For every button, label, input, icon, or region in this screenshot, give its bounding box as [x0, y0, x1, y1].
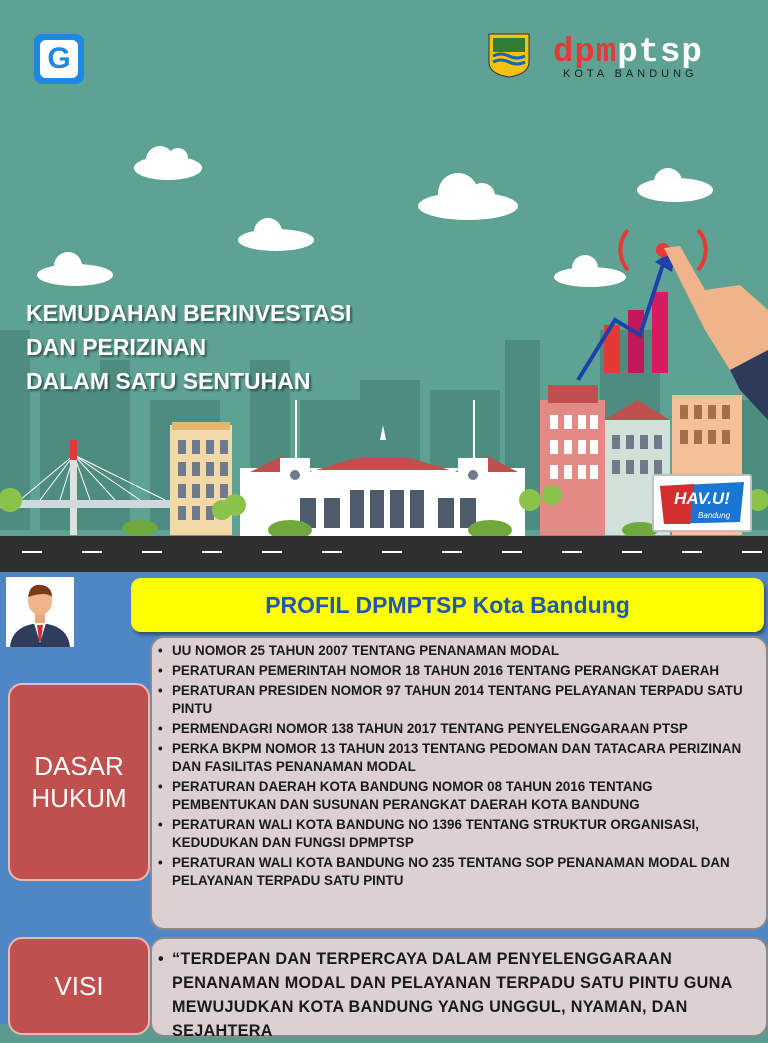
- businessman-icon: [6, 577, 74, 647]
- list-item: • PERATURAN DAERAH KOTA BANDUNG NOMOR 08 TAHUN 2016 TENTANG PEMBENTUKAN DAN SUSUNAN PERANGKAT DAERAH KOTA BANDUNG: [158, 778, 756, 814]
- list-item: • PERATURAN WALI KOTA BANDUNG NO 1396 TENTANG STRUKTUR ORGANISASI, KEDUDUKAN DAN FUNGSI DPMPTSP: [158, 816, 756, 852]
- dpmptsp-logo: [553, 36, 713, 80]
- list-item: • PERATURAN PRESIDEN NOMOR 97 TAHUN 2014 TENTANG PELAYANAN TERPADU SATU PINTU: [158, 682, 756, 718]
- visi-list: [152, 939, 766, 1043]
- list-item: • PERATURAN PEMERINTAH NOMOR 18 TAHUN 2016 TENTANG PERANGKAT DAERAH: [158, 662, 756, 680]
- city-crest-icon: [487, 32, 531, 78]
- profile-title-banner: [131, 578, 764, 632]
- growth-chart-icon: [578, 230, 706, 380]
- headline-line-3: DALAM SATU SENTUHAN: [26, 368, 311, 394]
- list-item: • PERKA BKPM NOMOR 13 TAHUN 2013 TENTANG PEDOMAN DAN TATACARA PERIZINAN DAN FASILITAS PENANAMAN MODAL: [158, 740, 756, 776]
- brand-white-text: ptsp: [617, 34, 703, 72]
- dasar-hukum-list: [152, 638, 766, 890]
- g-logo-letter: G: [40, 40, 78, 78]
- dasar-hukum-panel: [150, 636, 768, 930]
- headline-line-2: DAN PERIZINAN: [26, 334, 207, 360]
- dasar-hukum-label-text: DASAR HUKUM: [31, 751, 127, 813]
- headline-line-1: KEMUDAHAN BERINVESTASI: [26, 300, 352, 326]
- visi-label-text: VISI: [54, 971, 104, 1001]
- list-item: • “TERDEPAN DAN TERPERCAYA DALAM PENYELENGGARAAN PENANAMAN MODAL DAN PELAYANAN TERPADU SATU PINTU GUNA MEWUJUDKAN KOTA BANDUNG YANG UNGGUL, NYAMAN, DAN SEJAHTERA: [158, 947, 756, 1043]
- visi-panel: [150, 937, 768, 1040]
- avatar: [6, 577, 74, 647]
- profile-title: PROFIL DPMPTSP Kota Bandung: [265, 591, 630, 618]
- brand-subtitle: KOTA BANDUNG: [563, 68, 698, 80]
- g-app-logo: [34, 34, 84, 84]
- list-item: • PERATURAN WALI KOTA BANDUNG NO 235 TENTANG SOP PENANAMAN MODAL DAN PELAYANAN TERPADU SATU PINTU: [158, 854, 756, 890]
- list-item: • UU NOMOR 25 TAHUN 2007 TENTANG PENANAMAN MODAL: [158, 642, 756, 660]
- hero-headline: [26, 296, 351, 398]
- havu-badge: [652, 474, 752, 532]
- havu-badge-text: HAV.U!: [674, 489, 730, 508]
- havu-badge-subtext: Bandung: [697, 511, 731, 520]
- hand-icon: [664, 246, 768, 420]
- brand-red-text: dpm: [553, 34, 618, 72]
- visi-label: [8, 937, 150, 1035]
- dasar-hukum-label: [8, 683, 150, 881]
- list-item: • PERMENDAGRI NOMOR 138 TAHUN 2017 TENTANG PENYELENGGARAAN PTSP: [158, 720, 756, 738]
